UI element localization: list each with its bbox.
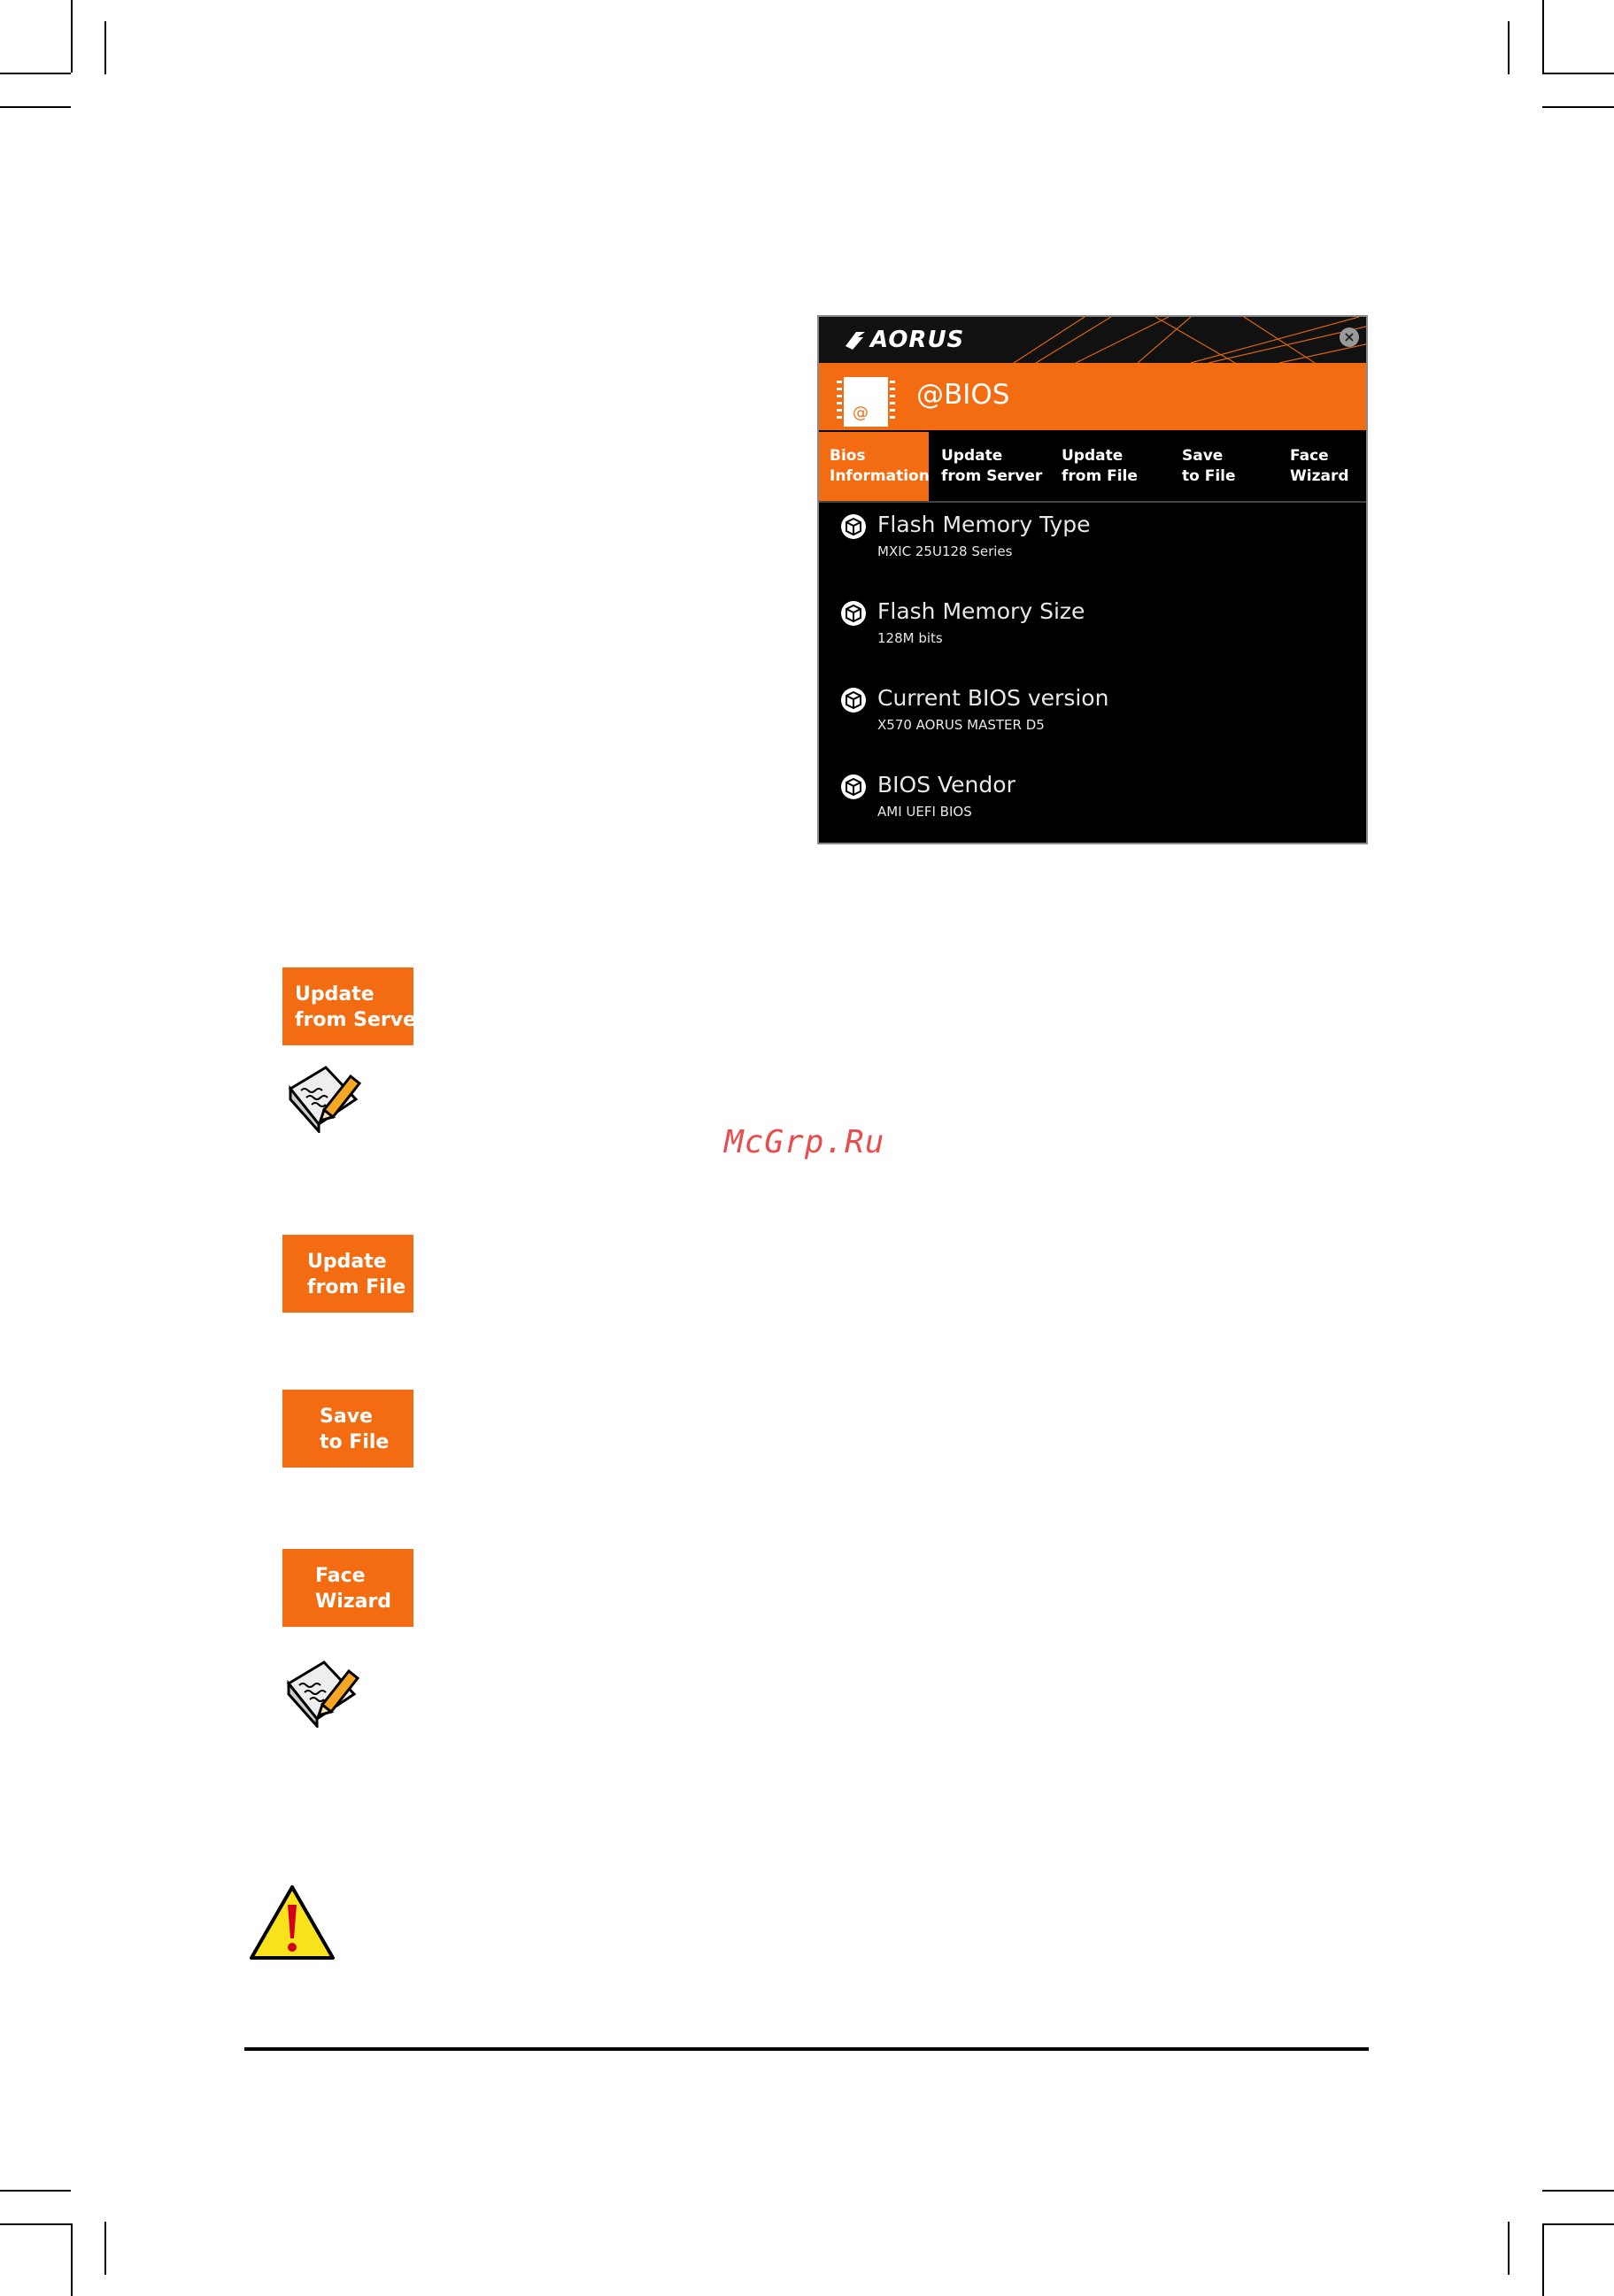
crop-mark [0,2190,71,2192]
info-value: 128M bits [877,630,943,646]
crop-mark [0,73,71,74]
window-title: @BIOS [916,379,1010,411]
button-label: to File [320,1431,390,1453]
crop-mark [1542,73,1614,74]
button-label: Update [295,983,375,1005]
info-label: Flash Memory Type [877,512,1091,537]
tab-bios-information[interactable] [819,432,929,501]
tab-label: Wizard [1290,467,1349,485]
info-item-bios-vendor [840,765,1354,836]
crop-mark [1542,0,1544,73]
info-item-current-bios-version [840,678,1354,749]
tab-update-from-file[interactable] [1051,432,1170,501]
tab-label: Update [941,447,1003,465]
tab-label: Update [1062,447,1124,465]
warning-icon [248,1884,336,1963]
tab-label: Bios [830,447,866,465]
watermark: McGrp.Ru [724,1124,885,1160]
chip-icon [837,377,895,427]
update-from-file-button[interactable] [282,1235,413,1313]
button-label: Update [307,1251,387,1273]
note-pencil-icon [283,1657,363,1728]
info-item-flash-memory-type [840,505,1354,575]
button-label: from File [307,1276,406,1298]
crop-mark [1542,106,1614,108]
crop-mark [71,2223,73,2296]
info-label: Flash Memory Size [877,598,1085,624]
svg-text:@: @ [853,404,869,422]
cube-icon [840,513,867,540]
info-value: MXIC 25U128 Series [877,543,1013,559]
window-title-bar [819,363,1366,432]
info-label: Current BIOS version [877,685,1109,711]
window-header [819,317,1366,363]
tab-save-to-file[interactable] [1171,432,1278,501]
cube-icon [840,774,867,800]
aorus-eagle-icon [844,328,867,351]
cube-icon [840,687,867,713]
button-label: Face [315,1565,366,1587]
crop-mark [0,106,71,108]
note-pencil-icon [285,1062,365,1133]
crop-mark [1542,2223,1544,2296]
crop-mark [104,21,106,74]
crop-mark [71,0,73,73]
tab-label: from File [1062,467,1138,485]
button-label: Wizard [315,1591,392,1613]
close-icon[interactable]: × [1340,327,1359,347]
aorus-logo [844,324,964,356]
cube-icon [840,600,867,627]
tab-bar [819,432,1366,503]
tab-label: Save [1182,447,1224,465]
tab-label: Information [830,467,930,485]
save-to-file-button[interactable] [282,1390,413,1468]
crop-mark [1542,2190,1614,2192]
info-item-flash-memory-size [840,591,1354,662]
update-from-server-button[interactable] [282,967,426,1045]
info-value: AMI UEFI BIOS [877,804,972,820]
crop-mark [1508,21,1510,74]
tab-label: to File [1182,467,1236,485]
button-label: from Server [295,1009,426,1031]
bios-window [817,315,1368,844]
face-wizard-button[interactable] [282,1549,413,1627]
info-label: BIOS Vendor [877,772,1016,797]
tab-label: from Server [941,467,1043,485]
tab-face-wizard[interactable] [1279,432,1368,501]
crop-mark [1508,2222,1510,2275]
crop-mark [104,2222,106,2275]
footer-rule [244,2047,1369,2051]
button-label: Save [320,1406,373,1428]
tab-update-from-server[interactable] [931,432,1049,501]
crop-mark [1542,2223,1614,2225]
brand-name: AORUS [870,327,965,353]
tab-label: Face [1290,447,1329,465]
info-value: X570 AORUS MASTER D5 [877,717,1045,733]
crop-mark [0,2223,71,2225]
